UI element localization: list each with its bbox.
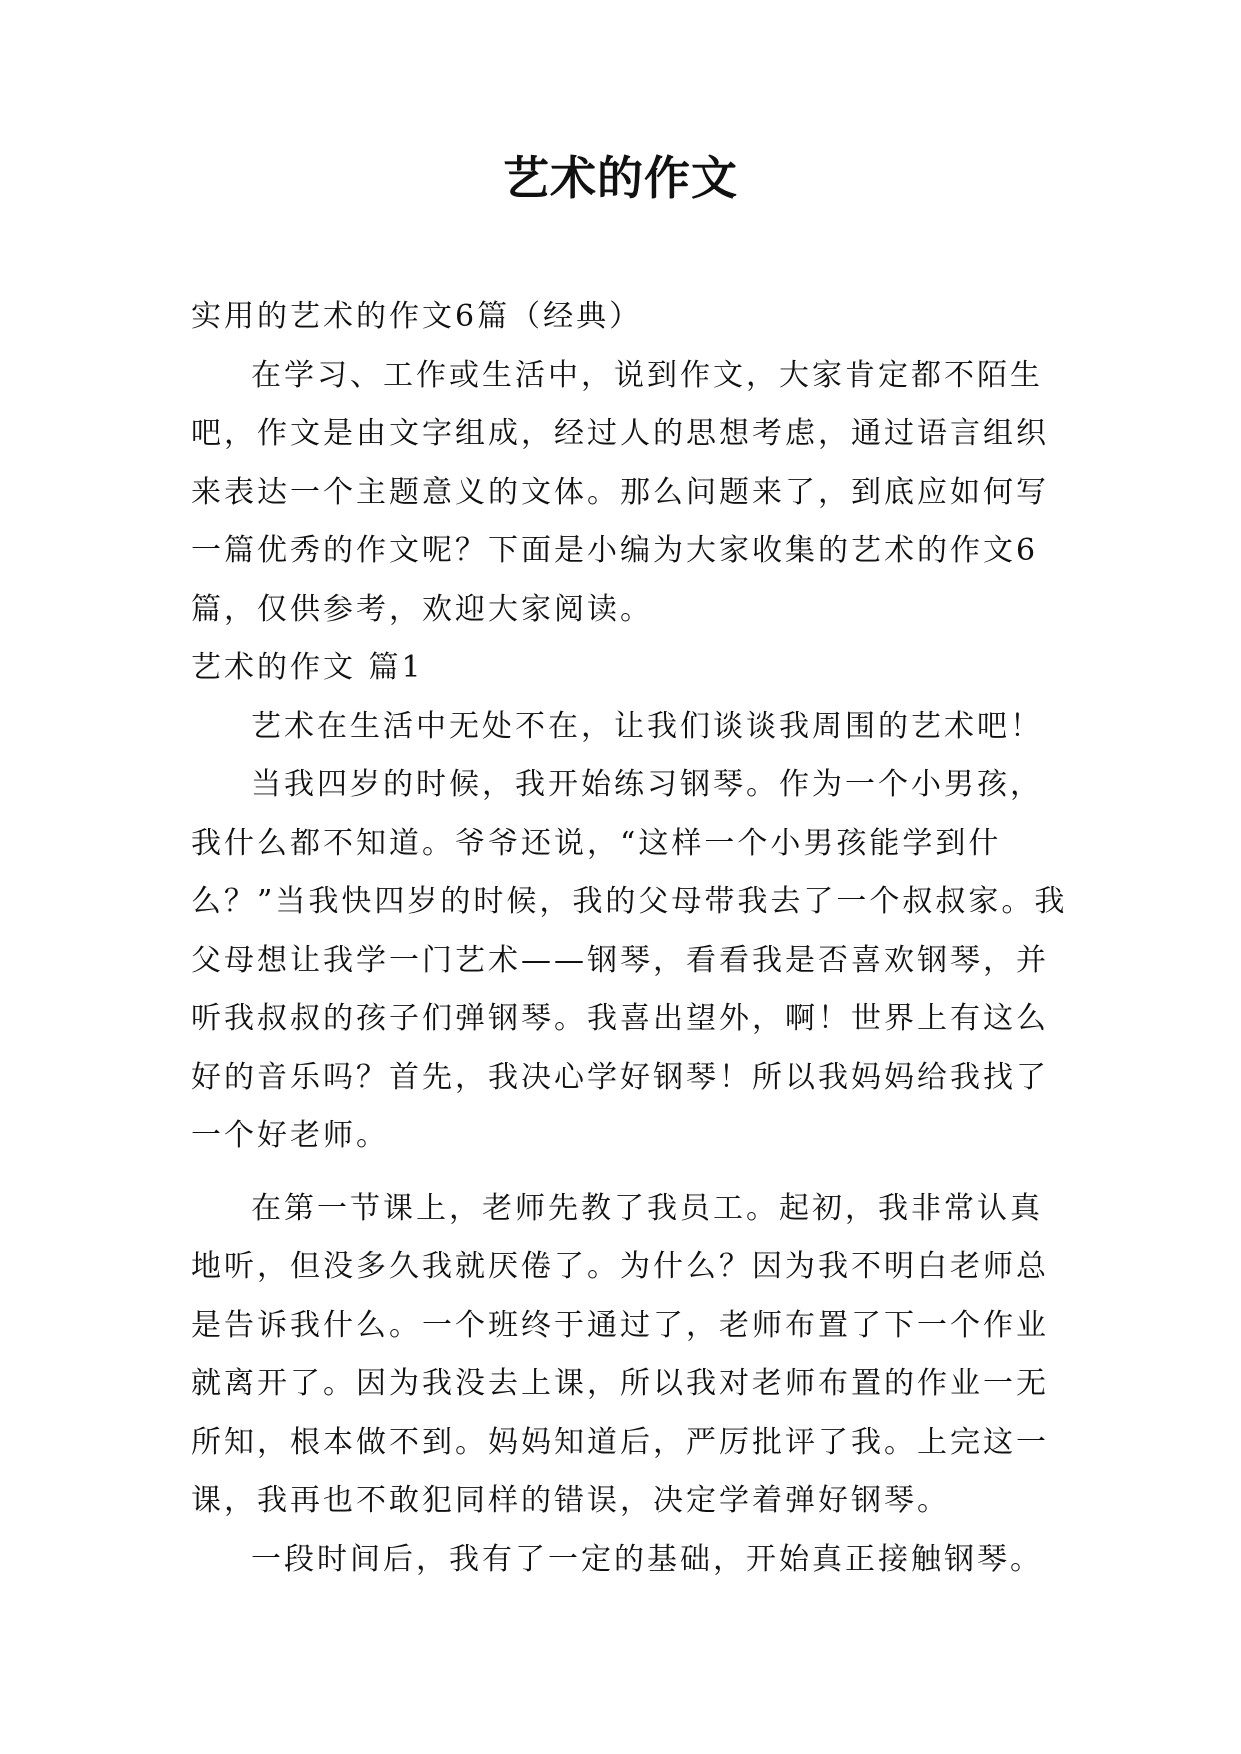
body-paragraph: 在第一节课上，老师先教了我员工。起初，我非常认真地听，但没多久我就厌倦了。为什么？因为我不明白老师总是告诉我什么。一个班终于通过了，老师布置了下一个作业就离开了。因为我没去上课，所以我对老师布置的作业一无所知，根本做不到。妈妈知道后，严厉批评了我。上完这一课，我再也不敢犯同样的错误，决定学着弹好钢琴。 [191, 1190, 1049, 1518]
section-heading: 艺术的作文 篇1 [191, 650, 424, 685]
document-title: 艺术的作文 [503, 151, 738, 205]
document-body [191, 288, 1071, 1589]
intro-paragraph: 在学习、工作或生活中，说到作文，大家肯定都不陌生吧，作文是由文字组成，经过人的思想考虑，通过语言组织来表达一个主题意义的文体。那么问题来了，到底应如何写一篇优秀的作文呢？下面是小编为大家收集的艺术的作文6篇，仅供参考，欢迎大家阅读。 [191, 357, 1049, 627]
body-paragraph: 一段时间后，我有了一定的基础，开始真正接触钢琴。 [251, 1541, 1043, 1577]
body-paragraph: 艺术在生活中无处不在，让我们谈谈我周围的艺术吧！ [251, 708, 1043, 744]
document-subtitle: 实用的艺术的作文6篇（经典） [191, 299, 643, 334]
body-paragraph: 当我四岁的时候，我开始练习钢琴。作为一个小男孩，我什么都不知道。爷爷还说，“这样一个小男孩能学到什么？”当我快四岁的时候，我的父母带我去了一个叔叔家。我父母想让我学一门艺术——钢琴，看看我是否喜欢钢琴，并听我叔叔的孩子们弹钢琴。我喜出望外，啊！世界上有这么好的音乐吗？首先，我决心学好钢琴！所以我妈妈给我找了一个好老师。 [191, 767, 1068, 1153]
